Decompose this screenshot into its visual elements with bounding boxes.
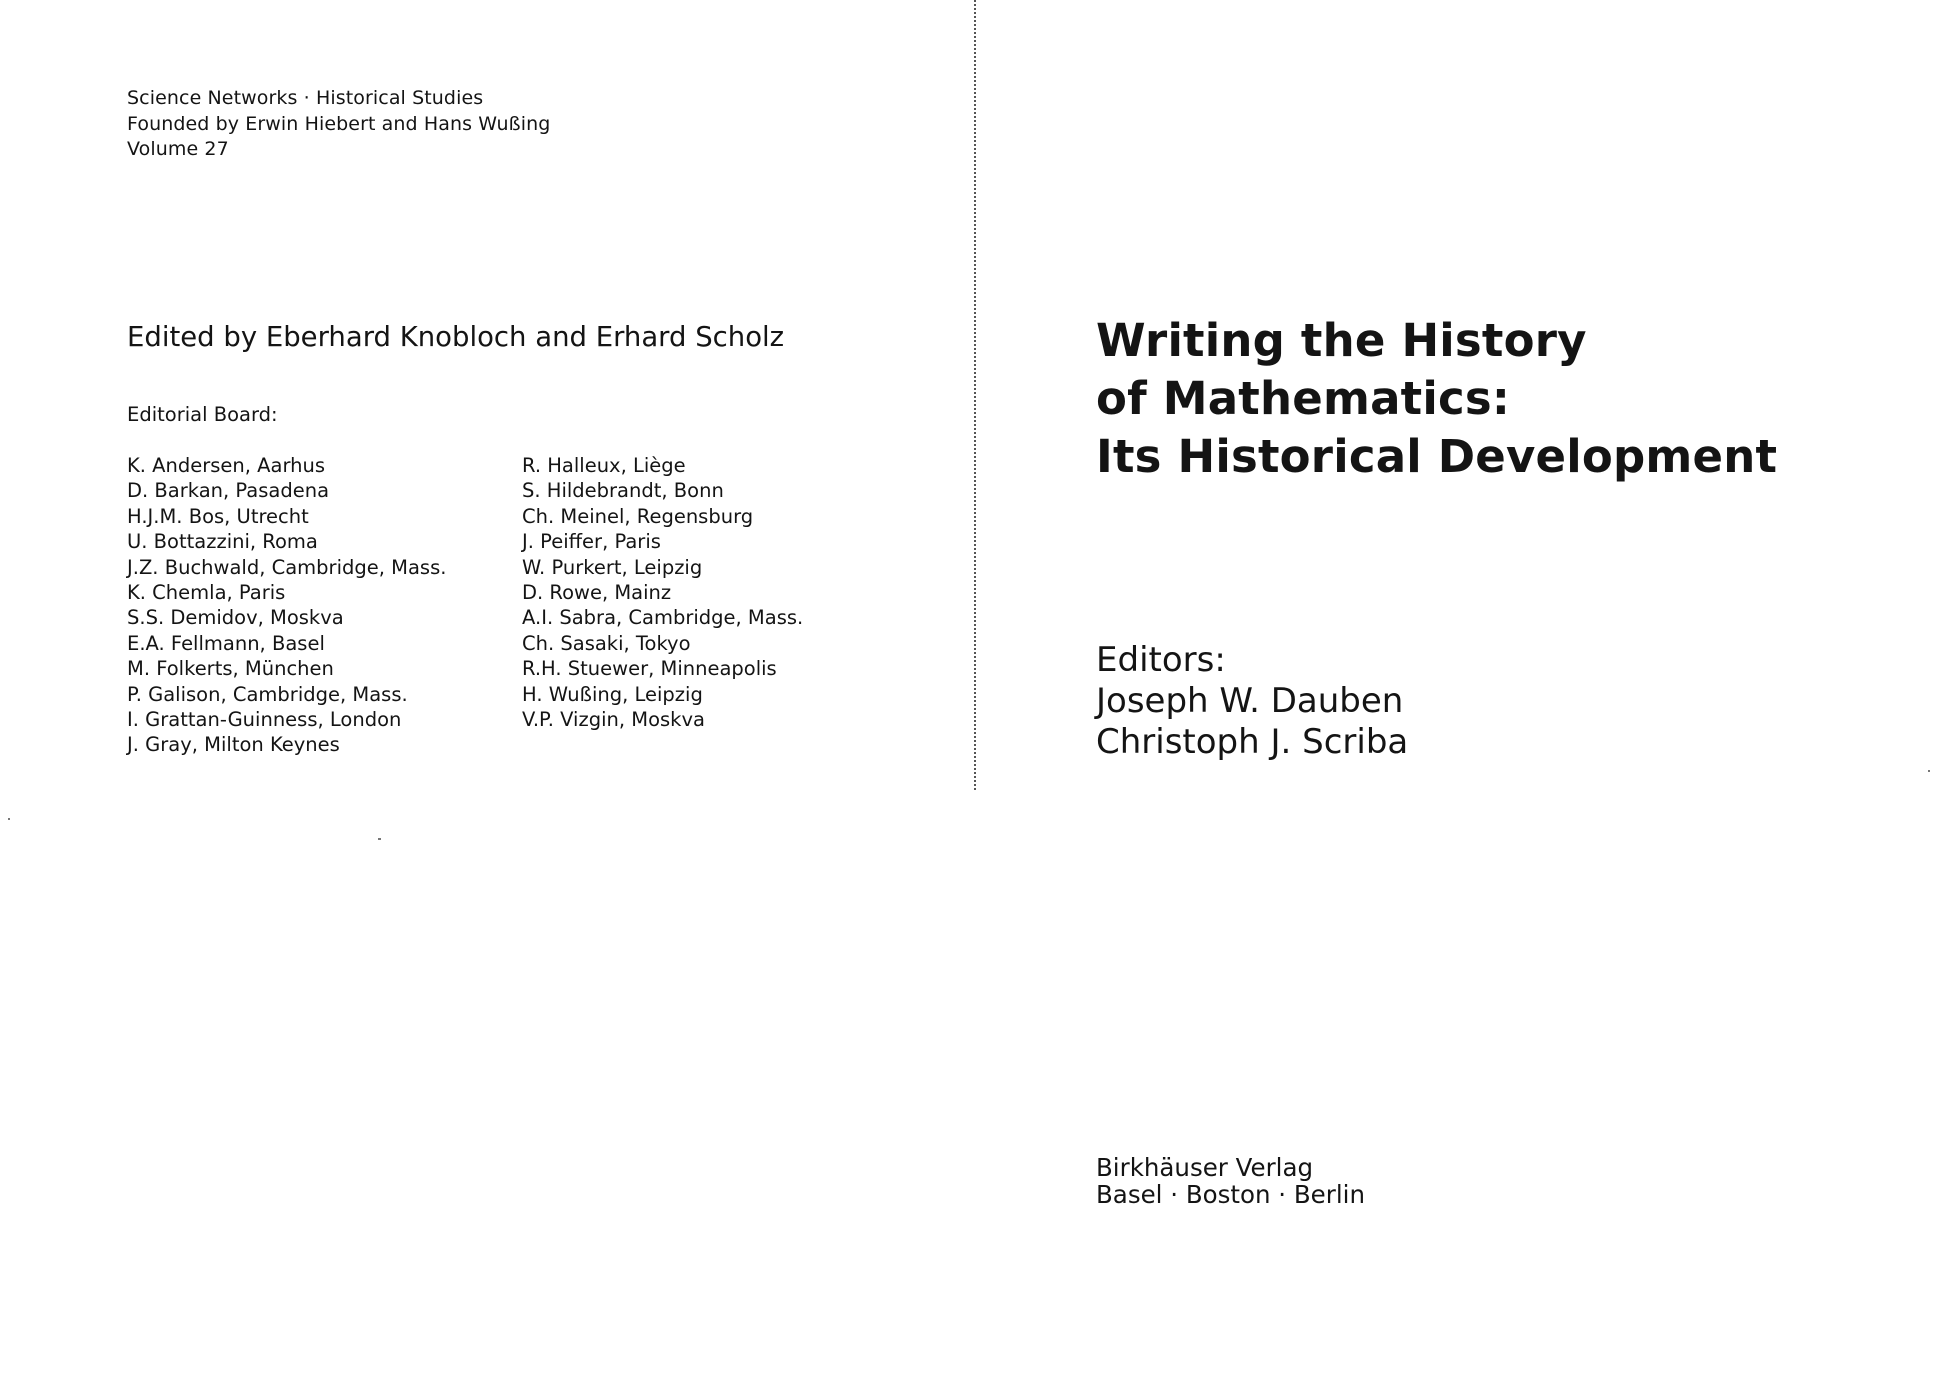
- board-member: R. Halleux, Liège: [522, 454, 686, 477]
- board-member: K. Chemla, Paris: [127, 581, 286, 605]
- board-member: S. Hildebrandt, Bonn: [522, 479, 724, 503]
- board-member: K. Andersen, Aarhus: [127, 454, 326, 477]
- page-gutter-fold: [974, 0, 976, 790]
- board-member: M. Folkerts, München: [127, 657, 334, 681]
- series-name: Science Networks · Historical Studies: [127, 87, 484, 109]
- board-member: E.A. Fellmann, Basel: [127, 631, 325, 655]
- editorial-board-label: Editorial Board:: [127, 403, 278, 426]
- publisher-name: Birkhäuser Verlag: [1096, 1153, 1314, 1182]
- series-info: [127, 86, 550, 163]
- editor-name: Christoph J. Scriba: [1096, 722, 1409, 762]
- title-line: of Mathematics:: [1096, 372, 1511, 425]
- board-member: H. Wußing, Leipzig: [522, 682, 703, 706]
- board-member: D. Rowe, Mainz: [522, 581, 672, 605]
- board-member: W. Purkert, Leipzig: [522, 555, 703, 579]
- scan-speck: [1928, 770, 1930, 772]
- board-member: Ch. Sasaki, Tokyo: [522, 631, 691, 655]
- publisher-imprint: [1096, 1154, 1365, 1208]
- board-member: P. Galison, Cambridge, Mass.: [127, 682, 408, 706]
- board-member: Ch. Meinel, Regensburg: [522, 504, 754, 528]
- series-editors: Edited by Eberhard Knobloch and Erhard Scholz: [127, 321, 785, 353]
- board-member: S.S. Demidov, Moskva: [127, 606, 344, 630]
- title-line: Writing the History: [1096, 314, 1587, 367]
- board-member: U. Bottazzini, Roma: [127, 530, 318, 554]
- series-volume: Volume 27: [127, 138, 229, 160]
- scan-speck: [8, 818, 10, 820]
- board-member: I. Grattan-Guinness, London: [127, 708, 402, 732]
- publisher-places: Basel · Boston · Berlin: [1096, 1180, 1365, 1209]
- scan-speck: [378, 838, 381, 840]
- book-title: [1096, 312, 1777, 486]
- board-member: A.I. Sabra, Cambridge, Mass.: [522, 606, 804, 630]
- board-member: D. Barkan, Pasadena: [127, 479, 330, 503]
- board-member: J. Peiffer, Paris: [522, 530, 661, 554]
- editorial-board-column-1: [127, 453, 446, 758]
- series-founders: Founded by Erwin Hiebert and Hans Wußing: [127, 112, 551, 135]
- editorial-board-column-2: [522, 453, 803, 732]
- board-member: R.H. Stuewer, Minneapolis: [522, 657, 777, 681]
- editors-label: Editors:: [1096, 640, 1226, 680]
- board-member: J.Z. Buchwald, Cambridge, Mass.: [127, 555, 447, 579]
- board-member: V.P. Vizgin, Moskva: [522, 708, 705, 732]
- board-member: J. Gray, Milton Keynes: [127, 733, 340, 757]
- title-line: Its Historical Development: [1096, 430, 1778, 483]
- book-editors: [1096, 640, 1408, 763]
- left-page: [0, 0, 970, 1376]
- editor-name: Joseph W. Dauben: [1096, 681, 1404, 721]
- board-member: H.J.M. Bos, Utrecht: [127, 504, 309, 528]
